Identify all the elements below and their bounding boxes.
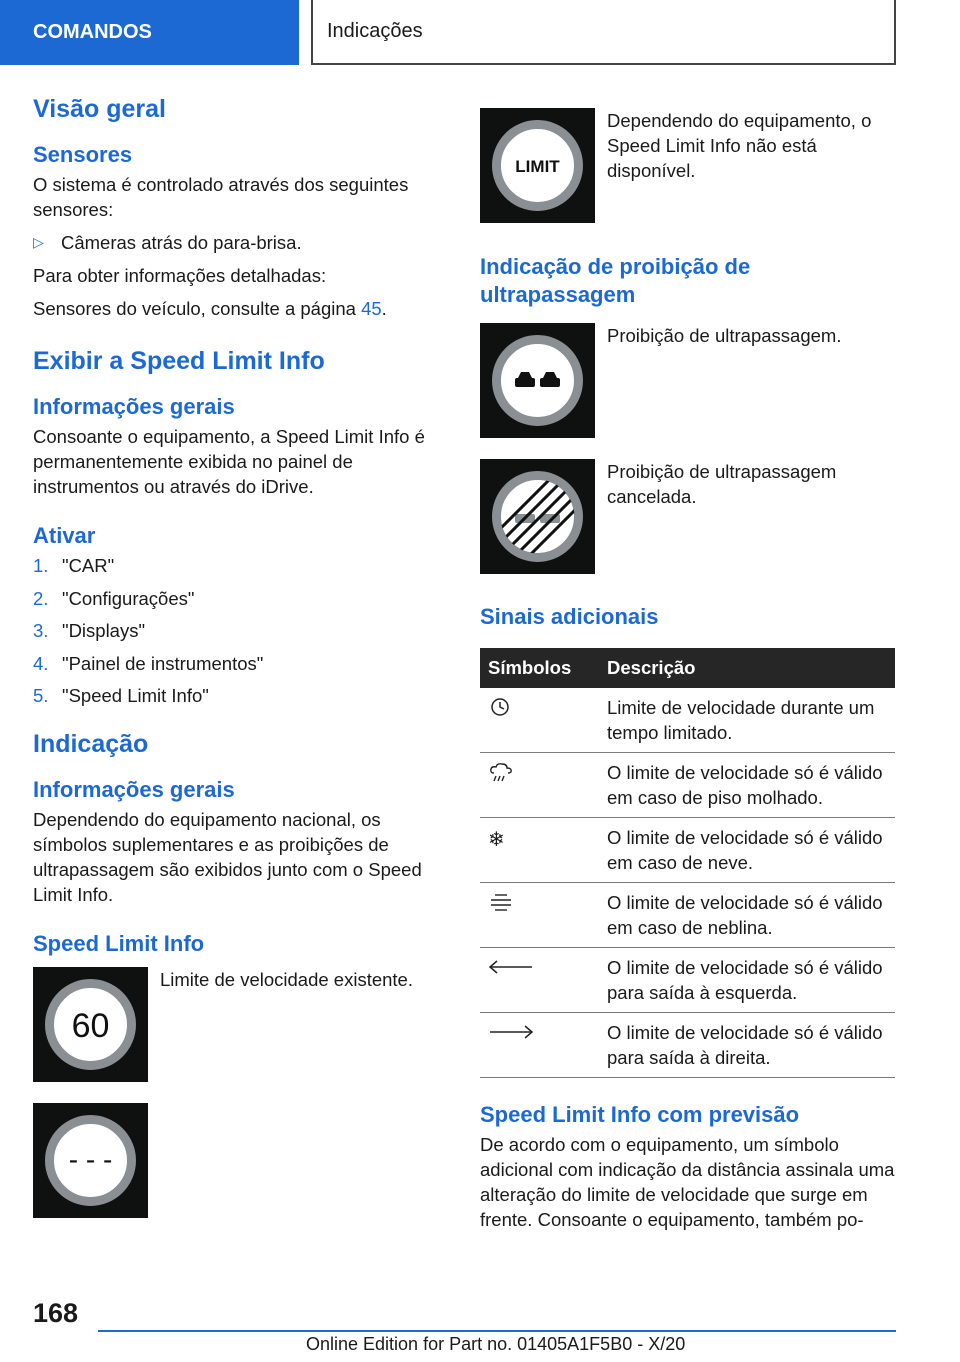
sensors-bullet [33,230,448,255]
chapter-tab-label: COMANDOS [33,21,152,43]
sign-row-overtake [480,323,895,438]
section-header-label: Indicações [327,20,423,42]
footer-divider [98,1330,896,1332]
symbols-column-header: Símbolos [480,648,599,688]
table-row: O limite de velocidade só é válido em caso de piso molhado. [480,753,895,818]
sign-row-60 [33,967,448,1082]
speed-60-sign-image [33,967,148,1082]
additional-signs-table [480,648,895,1078]
step-item: 3. "Displays" [33,620,146,641]
triangle-bullet-icon: ▷ [33,234,44,250]
sensors-title: Sensores [33,142,133,167]
indication-general-title: Informações gerais [33,777,235,802]
edition-note: Online Edition for Part no. 01405A1F5B0 - X/20 [306,1334,686,1354]
step-item: 1. "CAR" [33,555,115,576]
section-header [311,0,896,65]
table-row: O limite de velocidade só é válido para saída à esquerda. [480,948,895,1013]
step-item: 2. "Configurações" [33,587,195,609]
table-row: O limite de velocidade só é válido para saída à direita. [480,1013,895,1078]
page-number: 168 [33,1298,79,1328]
overtaking-ban-title: Indicação de proibição de ultrapassagem [480,254,751,307]
overtaking-ban-cancelled-description: Proibição de ultrapassagem cancelada. [607,461,837,507]
forecast-text: De acordo com o equipamento, um símbolo adicional com indicação da distância assinala uma alteração do limite de velocidade que surge em frente. Consoante o equipamento, também po- [480,1134,895,1230]
speed-limit-info-title: Speed Limit Info [33,931,205,956]
overtaking-ban-sign-image [480,323,595,438]
sensors-bullet-text: Câmeras atrás do para-brisa. [61,232,302,253]
limit-description: Dependendo do equipamento, o Speed Limit Info não está disponível. [607,110,872,181]
page-link[interactable]: 45 [361,298,382,319]
table-row: ❄ O limite de velocidade só é válido em caso de neve. [480,818,895,883]
step-item: 4. "Painel de instrumentos" [33,652,264,674]
rain-cloud-icon [488,762,514,784]
sensors-reference [33,296,448,321]
arrow-left-icon [488,958,534,976]
sign-60-description: Limite de velocidade existente. [160,969,413,990]
no-limit-sign-image [33,1103,148,1218]
activate-steps [33,553,448,708]
limit-sign-image [480,108,595,223]
additional-signs-title: Sinais adicionais [480,604,659,629]
general-info-title: Informações gerais [33,394,235,419]
clock-icon [488,697,512,717]
details-text: Para obter informações detalhadas: [33,265,327,286]
right-column [480,108,895,1240]
overview-title: Visão geral [33,95,166,123]
snowflake-icon: ❄ [488,829,505,851]
step-item: 5. "Speed Limit Info" [33,685,209,706]
sign-row-overtake-cancel [480,459,895,574]
indication-title: Indicação [33,730,149,758]
overtaking-ban-description: Proibição de ultrapassagem. [607,325,842,346]
indication-text: Dependendo do equipamento nacional, os símbolos suplementares e as proibições de ultrapassagem são exibidos junto com o Speed Limit Info. [33,809,422,905]
overtaking-ban-cancelled-sign-image [480,459,595,574]
chapter-tab [0,0,299,65]
activate-title: Ativar [33,523,96,548]
sensors-reference-text: Sensores do veículo, consulte a página [33,298,362,319]
sign-row-limit [480,108,895,223]
table-row: O limite de velocidade só é válido em caso de neblina. [480,883,895,948]
sign-dash-label: - - - [68,1144,113,1175]
sign-60-label: 60 [71,1007,110,1045]
sensors-reference-end: . [381,298,387,319]
table-row: Limite de velocidade durante um tempo limitado. [480,688,895,753]
limit-sign-label: LIMIT [515,157,560,176]
description-column-header: Descrição [599,648,895,688]
sensors-text: O sistema é controlado através dos seguintes sensores: [33,174,409,220]
left-column [33,95,448,1218]
sign-row-dash [33,1103,448,1218]
general-info-text: Consoante o equipamento, a Speed Limit Info é permanentemente exibida no painel de instrumentos ou através do iDrive. [33,426,425,497]
forecast-title: Speed Limit Info com previsão [480,1102,800,1127]
table-header-row [480,648,895,688]
arrow-right-icon [488,1023,534,1041]
show-speed-limit-title: Exibir a Speed Limit Info [33,347,325,375]
fog-icon [488,892,514,914]
